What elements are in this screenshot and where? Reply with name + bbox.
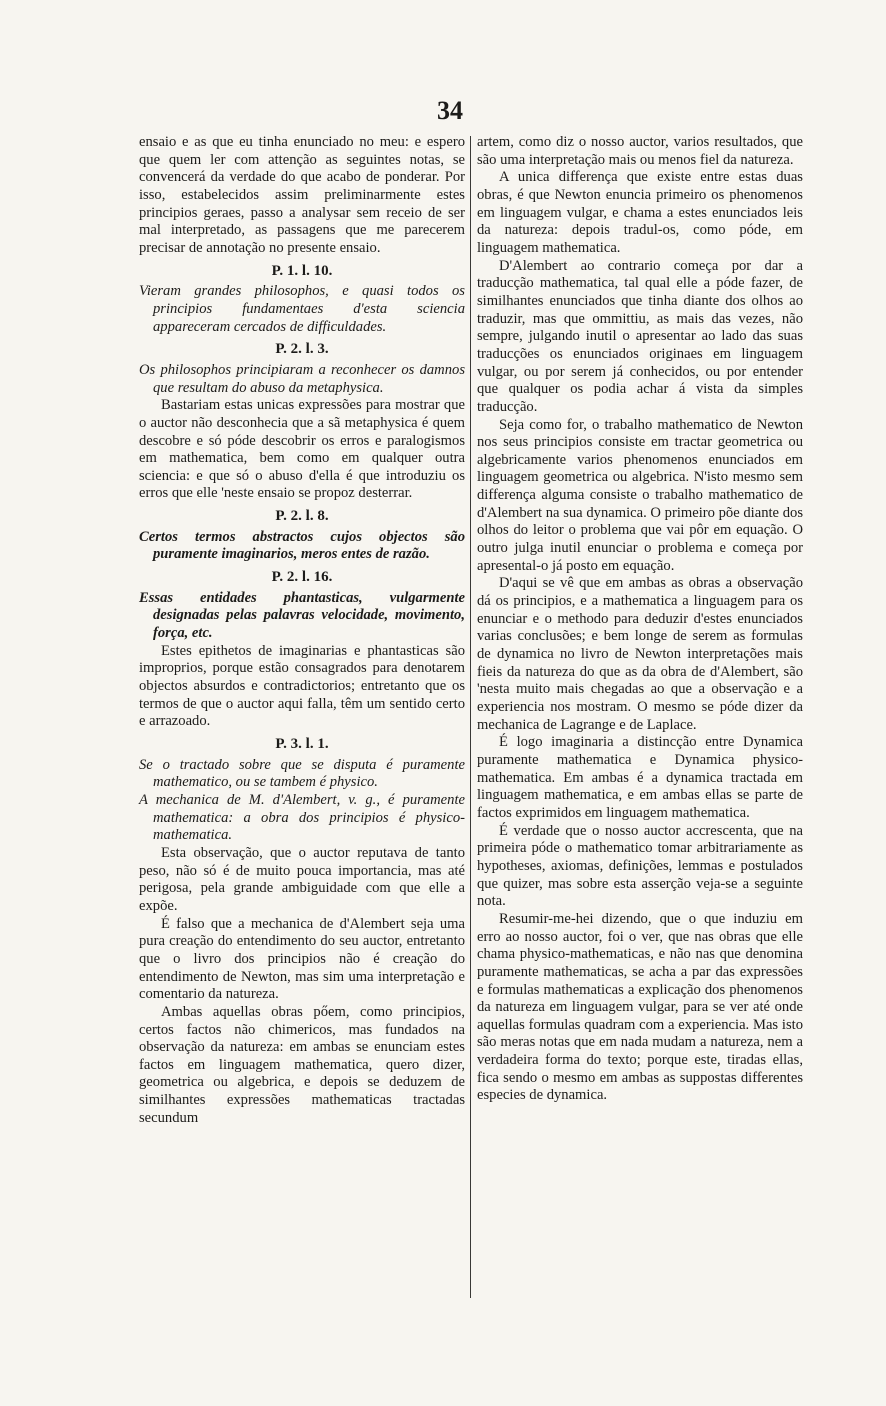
quoted-passage: A mechanica de M. d'Alembert, v. g., é puramente mathematica: a obra dos principios é physico-mathematica.	[139, 791, 465, 844]
paragraph: Seja como for, o trabalho mathematico de Newton nos seus principios consiste em tractar geometrica ou algebricamente varios phenomenos enunciados em linguagem geometrica ou algebrica. N'isto mesmo sem differença alguma consiste o trabalho mathematico de d'Alembert na sua dynamica. O primeiro põe diante dos olhos do leitor o problema que vai pôr em equação. O outro julga inutil enunciar o problema e começa por apresental-o já posto em equação.	[477, 416, 803, 574]
paragraph: A unica differença que existe entre estas duas obras, é que Newton enuncia primeiro os phenomenos em linguagem vulgar, e chama a estes enunciados leis da natureza: depois tradul-os, como póde, em linguagem mathematica.	[477, 169, 803, 256]
paragraph: É logo imaginaria a distincção entre Dynamica puramente mathematica e Dynamica physico-mathematica. Em ambas é a dynamica tractada em linguagem mathematica, e em ambas ellas se parte de factos exprimidos em linguagem mathematica.	[477, 734, 803, 821]
quoted-passage: Essas entidades phantasticas, vulgarmente designadas pelas palavras velocidade, movimento, força, etc.	[139, 589, 465, 642]
paragraph: É verdade que o nosso auctor accrescenta, que na primeira póde o mathematico tomar arbitrariamente as hypotheses, axiomas, definições, lemmas e postulados que quizer, mas sobre esta asserção veja-se a seguinte nota.	[477, 822, 803, 910]
paragraph: Resumir-me-hei dizendo, que o que induziu em erro ao nosso auctor, foi o ver, que nas obras que elle chama physico-mathematicas, e não nas que denomina puramente mathematicas, se acha a par das expressões e formulas mathematicas a explicação dos phenomenos da natureza em linguagem vulgar, para se ver até onde aquellas formulas quadram com a experiencia. Mas isto são meras notas que em nada mudam a natureza, nem a verdadeira forma do texto; porque este, tiradas ellas, fica sendo o mesmo em ambas as suppostas differentes especies de dynamica.	[477, 910, 803, 1104]
paragraph: Esta observação, que o auctor reputava de tanto peso, não só é de muito pouca importancia, mas até perigosa, pela grande ambiguidade com que elle a expõe.	[139, 844, 465, 914]
paragraph: artem, como diz o nosso auctor, varios resultados, que são uma interpretação mais ou menos fiel da natureza.	[477, 134, 803, 168]
paragraph: Ambas aquellas obras pőem, como principios, certos factos não chimericos, mas fundados na observação da natureza: em ambas se enunciam estes factos em linguagem mathematica, quero dizer, geometrica ou algebrica, e depois se deduzem de similhantes expressões mathematicas tractadas secundum	[139, 1003, 465, 1126]
paragraph: D'Alembert ao contrario começa por dar a traducção mathematica, tal qual elle a póde fazer, de similhantes enunciados que tinha diante dos olhos ao traduzir, mas que ommittiu, as mais das vezes, não sempre, julgando inutil o apresentar ao lado das suas traducções os enunciados originaes em linguagem vulgar, ou por serem já conhecidos, ou por entender que qualquer os podia achar á vista da simples traducção.	[477, 257, 803, 415]
page-reference: P. 2. l. 8.	[275, 508, 329, 525]
paragraph: Bastariam estas unicas expressões para mostrar que o auctor não desconhecia que a sã metaphysica é quem descobre e só póde descobrir os erros e paralogismos em mathematica, bem como em qualquer outra sciencia: e que só o abuso d'ella é que introduziu os erros que elle 'neste ensaio se propoz desterrar.	[139, 397, 465, 502]
page-reference: P. 3. l. 1.	[275, 736, 329, 752]
page-reference: P. 1. l. 10.	[271, 262, 333, 279]
paragraph: ensaio e as que eu tinha enunciado no meu: e espero que quem ler com attenção as seguintes notas, se convencerá da verdade do que acabo de ponderar. Por isso, estabelecidos assim preliminarmente estes principios geraes, passo a analysar sem receio de ser mal interpretado, as passagens que me parecerem precisar de annotação no presente ensaio.	[139, 134, 465, 256]
quoted-passage: Os philosophos principiaram a reconhecer os damnos que resultam do abuso da metaphysica.	[139, 361, 465, 396]
left-column	[139, 134, 465, 1127]
paragraph: D'aqui se vê que em ambas as obras a observação dá os principios, e a mathematica a linguagem para os enunciar e o methodo para deduzir d'estes enunciados varias conclusões; e bem longe de serem as formulas de dynamica no livro de Newton interpretações mais fieis da natureza do que as da obra de d'Alembert, são 'nesta muito mais chegadas ao que a observação e a experiencia nos mostram. O mesmo se póde dizer da mechanica de Lagrange e de Laplace.	[477, 575, 803, 733]
quoted-passage: Vieram grandes philosophos, e quasi todos os principios fundamentaes d'esta sciencia appareceram cercados de difficuldades.	[139, 283, 465, 335]
paragraph: É falso que a mechanica de d'Alembert seja uma pura creação do entendimento do seu auctor, entretanto que o livro dos principios não é creação do entendimento de Newton, mas sim uma interpretação e comentario da natureza.	[139, 915, 465, 1003]
page-reference: P. 2. l. 3.	[275, 341, 329, 358]
column-divider	[470, 136, 471, 1298]
right-column	[477, 134, 803, 1105]
page-number: 34	[437, 96, 463, 125]
paragraph: Estes epithetos de imaginarias e phantasticas são improprios, porque estão consagrados para denotarem objectos absurdos e contradictorios; entretanto que os termos de que o auctor aqui falla, têm um sentido certo e arrazoado.	[139, 642, 465, 730]
quoted-passage: Certos termos abstractos cujos objectos são puramente imaginarios, meros entes de razão.	[139, 528, 465, 563]
page-reference: P. 2. l. 16.	[271, 569, 333, 586]
quoted-passage: Se o tractado sobre que se disputa é puramente mathematico, ou se tambem é physico.	[139, 756, 465, 791]
